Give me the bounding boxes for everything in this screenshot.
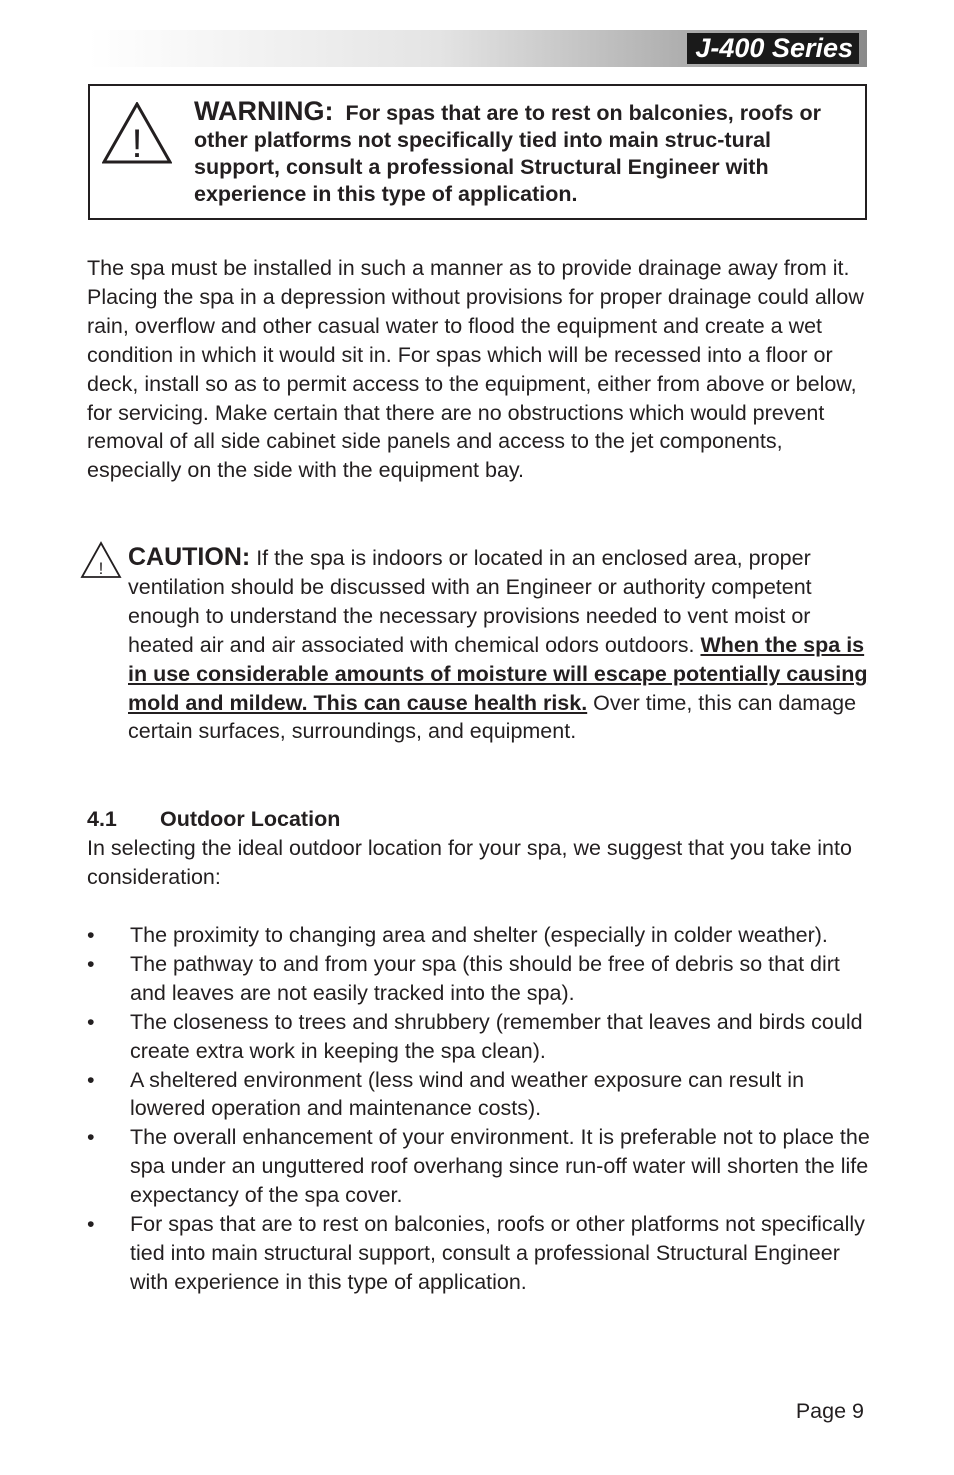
list-item (87, 1123, 877, 1210)
list-item-text: The pathway to and from your spa (this should be free of debris so that dirt and leaves are not easily tracked into the spa). (130, 951, 840, 1005)
section-number: 4.1 (87, 807, 117, 831)
header-bar (88, 30, 867, 67)
list-item-text: The proximity to changing area and shelter (especially in colder weather). (130, 923, 828, 947)
warning-label: WARNING: (194, 96, 334, 126)
bullet-icon: • (87, 1212, 95, 1237)
list-item (87, 1210, 877, 1297)
list-item (87, 1066, 877, 1124)
caution-message: If the spa is indoors or located in an enclosed area, proper ventilation should be discussed with an Engineer or authority competent enough to understand the necessary provisions needed to vent moist or heated air and air associated with chemical odors outdoors. (128, 546, 812, 657)
list-item-text: For spas that are to rest on balconies, roofs or other platforms not specifically tied into main structural support, consult a professional Structural Engineer with experience in this type of application. (130, 1212, 865, 1294)
list-item (87, 1008, 877, 1066)
svg-text:!: ! (131, 122, 143, 164)
bullet-icon: • (87, 1067, 95, 1092)
section-intro: In selecting the ideal outdoor location for your spa, we suggest that you take into consideration: (87, 836, 852, 889)
list-item (87, 950, 877, 1008)
list-item (87, 921, 877, 950)
warning-message: For spas that are to rest on balconies, roofs or other platforms not specifically tied into main struc-tural support, consult a professional Structural Engineer with experience in this type of application. (194, 101, 821, 206)
list-item-text: The closeness to trees and shrubbery (remember that leaves and birds could create extra work in keeping the spa clean). (130, 1009, 863, 1063)
caution-triangle-icon (80, 541, 122, 579)
svg-text:!: ! (98, 559, 104, 578)
warning-box (88, 84, 867, 220)
warning-text (194, 98, 862, 208)
drainage-paragraph: The spa must be installed in such a manner as to provide drainage away from it. Placing the spa in a depression without provisions for proper drainage could allow rain, overflow and other casual water to flood the equipment and create a wet condition in which it would sit in. For spas which will be recessed into a floor or deck, install so as to permit access to the equipment, either from above or below, for servicing. Make certain that there are no obstructions which would prevent removal of all side cabinet side panels and access to the jet components, especially on the side with the equipment bay. (87, 256, 864, 483)
section-heading (87, 805, 340, 834)
section-title: Outdoor Location (160, 807, 341, 831)
series-title: J-400 Series (687, 33, 859, 64)
caution-text (128, 543, 878, 746)
consideration-list (87, 921, 877, 1297)
list-item-text: The overall enhancement of your environment. It is preferable not to place the spa under an unguttered roof overhang since run-off water will shorten the life expectancy of the spa cover. (130, 1125, 870, 1208)
caution-emphasis: When the spa is in use considerable amounts of moisture will escape potentially causing mold and mildew. This can cause health risk. (128, 632, 868, 715)
caution-label: CAUTION: (128, 543, 251, 571)
bullet-icon: • (87, 923, 95, 947)
page-number: Page 9 (795, 1399, 864, 1423)
warning-triangle-icon (102, 102, 172, 164)
list-item-text: A sheltered environment (less wind and weather exposure can result in lowered operation and maintenance costs). (130, 1067, 805, 1121)
bullet-icon: • (87, 1009, 95, 1034)
caution-message-end: Over time, this can damage certain surfaces, surroundings, and equipment. (128, 690, 857, 744)
bullet-icon: • (87, 1125, 95, 1150)
bullet-icon: • (87, 951, 95, 976)
